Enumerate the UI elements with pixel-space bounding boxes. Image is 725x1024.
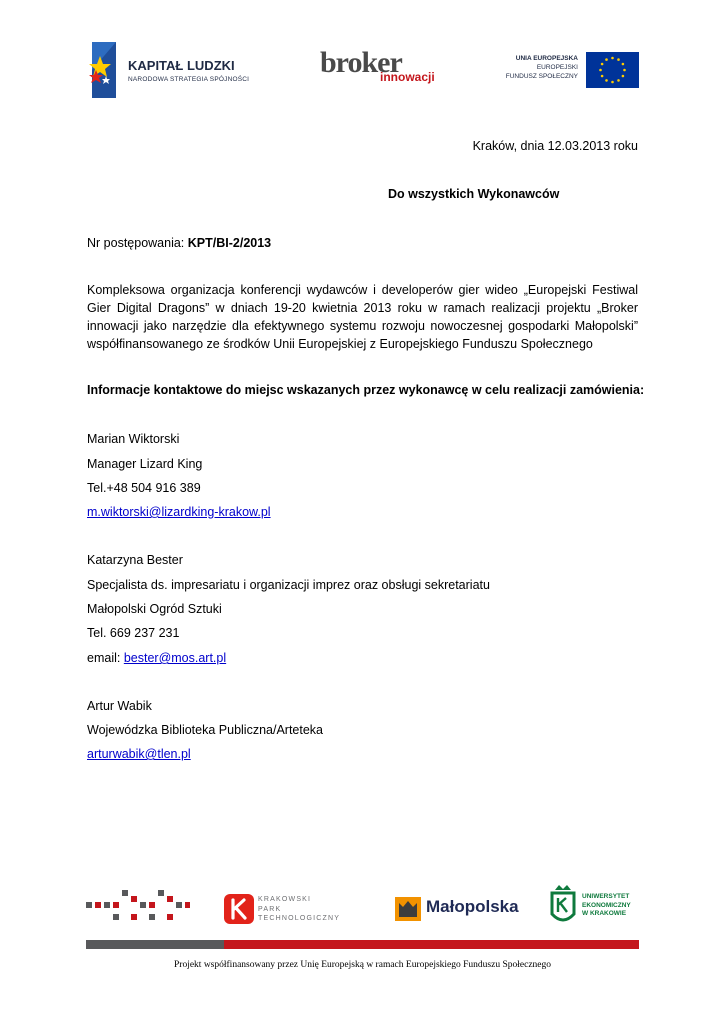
ue-line-3: FUNDUSZ SPOŁECZNY xyxy=(505,73,578,80)
broker-innowacji-logo xyxy=(320,46,445,90)
uek-line-2: EKONOMICZNY xyxy=(582,901,631,909)
contact-2-role: Specjalista ds. impresariatu i organizacji imprez oraz obsługi sekretariatu xyxy=(87,578,490,592)
unia-europejska-logo xyxy=(500,52,640,88)
kapital-ludzki-logo xyxy=(86,42,256,98)
reference-value: KPT/BI-2/2013 xyxy=(187,236,272,250)
contact-3-name: Artur Wabik xyxy=(87,699,152,713)
kpt-k-icon xyxy=(224,894,254,924)
contact-3-email-link[interactable]: arturwabik@tlen.pl xyxy=(87,747,191,761)
contact-1-name: Marian Wiktorski xyxy=(87,432,180,446)
kapital-ludzki-title: KAPITAŁ LUDZKI xyxy=(128,58,235,73)
contact-1-email-link[interactable]: m.wiktorski@lizardking-krakow.pl xyxy=(87,505,271,519)
eu-flag-icon xyxy=(586,52,639,88)
info-heading: Informacje kontaktowe do miejsc wskazanych przez wykonawcę w celu realizacji zamówienia: xyxy=(87,383,645,397)
contact-1-role: Manager Lizard King xyxy=(87,457,203,471)
contact-1-phone: Tel.+48 504 916 389 xyxy=(87,481,201,495)
footer-color-bar xyxy=(86,940,639,949)
contact-2-name: Katarzyna Bester xyxy=(87,553,183,567)
uek-line-3: W KRAKOWIE xyxy=(582,910,627,917)
ue-line-1: UNIA EUROPEJSKA xyxy=(515,55,578,62)
footer-bar-grey xyxy=(86,940,224,949)
malopolska-emblem-icon xyxy=(395,897,421,921)
reference-number xyxy=(87,234,271,252)
kpt-line-2: PARK xyxy=(258,905,282,913)
kpt-line-3: TECHNOLOGICZNY xyxy=(258,915,341,922)
pixel-grid-logo-icon xyxy=(86,890,190,922)
uek-line-1: UNIWERSYTET xyxy=(582,893,630,900)
contact-2-email xyxy=(87,649,226,667)
subject-paragraph: Kompleksowa organizacja konferencji wydawców i developerów gier wideo „Europejski Festiwal Gier Digital Dragons” w dniach 19-20 kwietnia 2013 roku w ramach realizacji projektu „Broker innowacji jako narzędzie dla efektywnego systemu rozwoju nowoczesnej gospodarki Małopolski” współfinansowanego ze środków Unii Europejskiej z Europejskiego Funduszu Społecznego xyxy=(87,283,638,351)
kapital-ludzki-subtitle: NARODOWA STRATEGIA SPÓJNOŚCI xyxy=(128,76,250,83)
contact-2-email-label: email: xyxy=(87,651,124,665)
uek-crest-icon xyxy=(550,884,576,928)
ue-line-2: EUROPEJSKI xyxy=(536,64,578,71)
footer-note: Projekt współfinansowany przez Unię Europejską w ramach Europejskiego Funduszu Społecznego xyxy=(174,960,551,970)
reference-label: Nr postępowania: xyxy=(87,236,188,250)
footer-bar-red xyxy=(224,940,639,949)
contact-2-org: Małopolski Ogród Sztuki xyxy=(87,602,222,616)
kpt-line-1: KRAKOWSKI xyxy=(258,896,312,903)
addressee: Do wszystkich Wykonawców xyxy=(388,187,560,201)
contact-2-phone: Tel. 669 237 231 xyxy=(87,626,180,640)
date-line: Kraków, dnia 12.03.2013 roku xyxy=(472,139,638,153)
footer-logos xyxy=(86,882,641,932)
malopolska-wordmark: Małopolska xyxy=(426,897,519,916)
innowacji-word: innowacji xyxy=(380,70,435,84)
contact-2-email-link[interactable]: bester@mos.art.pl xyxy=(123,651,227,665)
contact-3-org: Wojewódzka Biblioteka Publiczna/Arteteka xyxy=(87,723,324,737)
broker-word: broker xyxy=(320,46,402,79)
